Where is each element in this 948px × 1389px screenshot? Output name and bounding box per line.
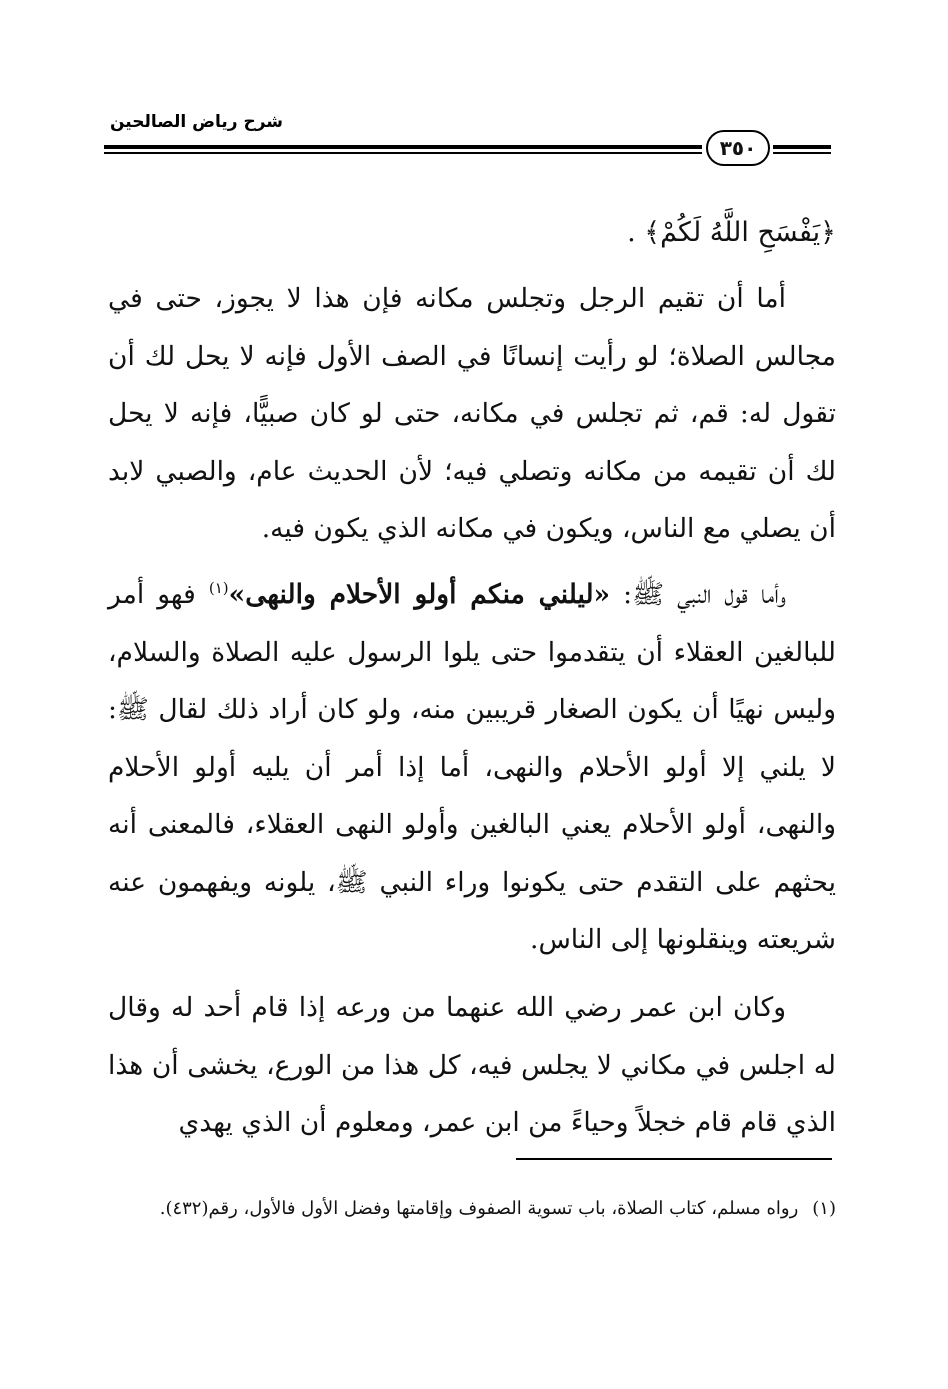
- header-rule-thick: [104, 145, 702, 149]
- paragraph-1-text: أما أن تقيم الرجل وتجلس مكانه فإن هذا لا يجوز، حتى في مجالس الصلاة؛ لو رأيت إنسانًا في الصف الأول فإنه لا يحل لك أن تقول له: قم، ثم تجلس في مكانه، حتى لو كان صبيًّا، فإنه لا يحل لك أن تقيمه من مكانه وتصلي فيه؛ لأن الحديث عام، والصبي لابد أن يصلي مع الناس، ويكون في مكانه الذي يكون فيه.: [108, 283, 836, 544]
- paragraph-3: [108, 979, 836, 1152]
- header-rule-thin-short: [773, 152, 831, 154]
- footnote-number: (١): [812, 1198, 836, 1219]
- footnote: [108, 1192, 836, 1226]
- footnote-reference[interactable]: (١): [208, 579, 229, 598]
- footnote-separator: [516, 1158, 832, 1160]
- paragraph-2-rest: فهو أمر للبالغين العقلاء أن يتقدموا حتى يلوا الرسول عليه الصلاة والسلام، وليس نهيًا أن يكون الصغار قريبين منه، ولو كان أراد ذلك لقال ﷺ: لا يلني إلا أولو الأحلام والنهى، أما إذا أمر أن يليه أولو الأحلام والنهى، أولو الأحلام يعني البالغين وأولو النهى العقلاء، فالمعنى أنه يحثهم على التقدم حتى يكونوا وراء النبي ﷺ، يلونه ويفهمون عنه شريعته وينقلونها إلى الناس.: [108, 579, 836, 955]
- running-header-title: شرح رياض الصالحين: [110, 112, 284, 132]
- header-rule-thick-short: [773, 145, 831, 149]
- hadith-quote: «ليلني منكم أولو الأحلام والنهى»: [228, 579, 611, 610]
- paragraph-2-text: [108, 566, 836, 969]
- page-number: ٣٥٠: [706, 130, 770, 166]
- footnote-text: رواه مسلم، كتاب الصلاة، باب تسوية الصفوف وإقامتها وفضل الأول فالأول، رقم(٤٣٢).: [159, 1198, 799, 1219]
- paragraph-3-text: وكان ابن عمر رضي الله عنهما من ورعه إذا قام أحد له وقال له اجلس في مكاني لا يجلس فيه، كل هذا من الورع، يخشى أن هذا الذي قام قام خجلاً وحياءً من ابن عمر، ومعلوم أن الذي يهدي: [108, 992, 836, 1138]
- verse-fragment: ﴿يَفْسَحِ اللَّهُ لَكُمْ﴾ .: [627, 217, 836, 248]
- paragraph-2-intro: وأما قول النبي ﷺ:: [610, 579, 787, 610]
- paragraph-1: [108, 270, 836, 558]
- header-rule-thin: [104, 152, 702, 154]
- paragraph-2: [108, 566, 836, 969]
